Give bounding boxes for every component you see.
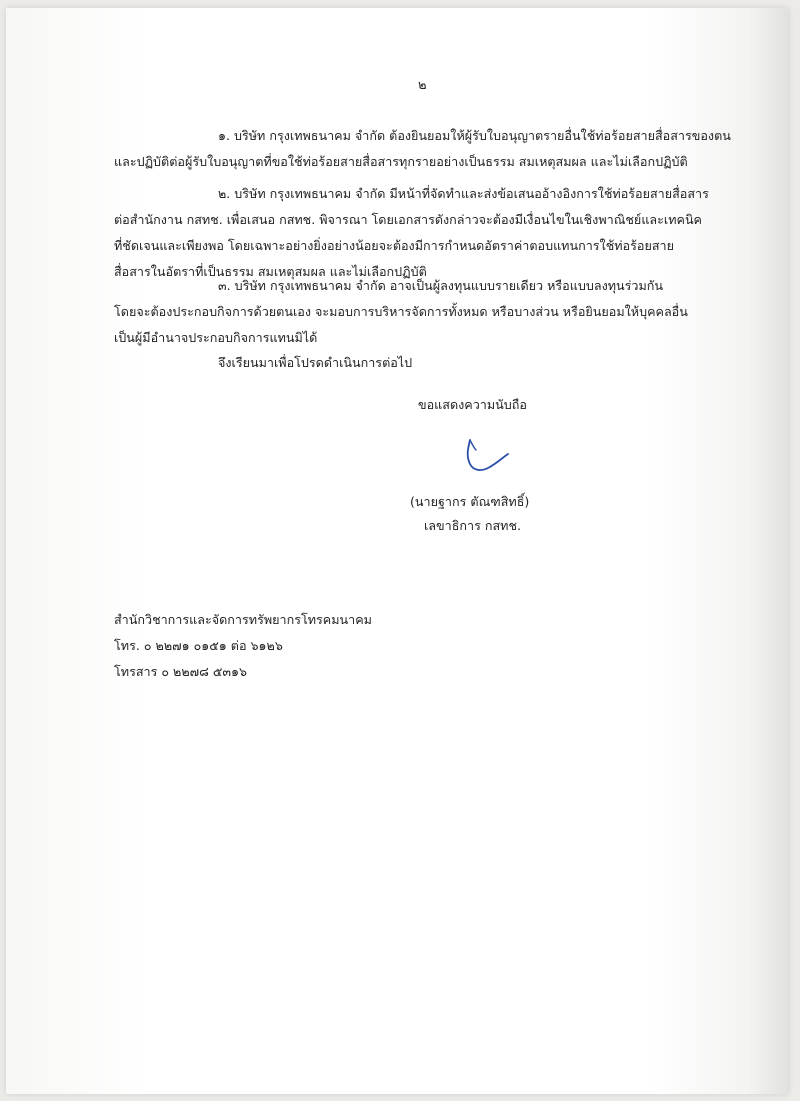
paragraph-2 bbox=[114, 181, 734, 285]
paragraph-line: ๑. บริษัท กรุงเทพธนาคม จำกัด ต้องยินยอมให้ผู้รับใบอนุญาตรายอื่นใช้ท่อร้อยสายสื่อสารของตน bbox=[218, 128, 731, 143]
closing-text: จึงเรียนมาเพื่อโปรดดำเนินการต่อไป bbox=[218, 355, 413, 370]
paragraph-line: ๓. บริษัท กรุงเทพธนาคม จำกัด อาจเป็นผู้ลงทุนแบบรายเดียว หรือแบบลงทุนร่วมกัน bbox=[218, 278, 663, 293]
signature-image bbox=[454, 434, 514, 478]
paragraph-line: เป็นผู้มีอำนาจประกอบกิจการแทนมิได้ bbox=[114, 330, 318, 345]
office-phone: โทร. ๐ ๒๒๗๑ ๐๑๕๑ ต่อ ๖๑๒๖ bbox=[114, 638, 283, 653]
office-fax: โทรสาร ๐ ๒๒๗๘ ๕๓๑๖ bbox=[114, 664, 247, 679]
paragraph-3 bbox=[114, 273, 734, 351]
signatory-title: เลขาธิการ กสทช. bbox=[424, 518, 522, 533]
signatory-name: (นายฐากร ตัณฑสิทธิ์) bbox=[410, 494, 530, 509]
page-shadow bbox=[748, 8, 788, 1094]
paragraph-line: สื่อสารในอัตราที่เป็นธรรม สมเหตุสมผล และไม่เลือกปฏิบัติ bbox=[114, 264, 427, 279]
page-number: ๒ bbox=[418, 78, 427, 93]
paragraph-line: ต่อสำนักงาน กสทช. เพื่อเสนอ กสทช. พิจารณา โดยเอกสารดังกล่าวจะต้องมีเงื่อนไขในเชิงพาณิชย์และเทคนิค bbox=[114, 212, 702, 227]
paragraph-1 bbox=[114, 123, 734, 175]
office-name: สำนักวิชาการและจัดการทรัพยากรโทรคมนาคม bbox=[114, 612, 372, 627]
regards-text: ขอแสดงความนับถือ bbox=[418, 397, 527, 412]
paragraph-line: และปฏิบัติต่อผู้รับใบอนุญาตที่ขอใช้ท่อร้อยสายสื่อสารทุกรายอย่างเป็นธรรม สมเหตุสมผล และไม่เลือกปฏิบัติ bbox=[114, 154, 688, 169]
paragraph-line: โดยจะต้องประกอบกิจการด้วยตนเอง จะมอบการบริหารจัดการทั้งหมด หรือบางส่วน หรือยินยอมให้บุคคลอื่น bbox=[114, 304, 688, 319]
paragraph-line: ๒. บริษัท กรุงเทพธนาคม จำกัด มีหน้าที่จัดทำและส่งข้อเสนออ้างอิงการใช้ท่อร้อยสายสื่อสาร bbox=[218, 186, 709, 201]
document-page bbox=[6, 8, 788, 1094]
paragraph-line: ที่ชัดเจนและเพียงพอ โดยเฉพาะอย่างยิ่งอย่างน้อยจะต้องมีการกำหนดอัตราค่าตอบแทนการใช้ท่อร้อยสาย bbox=[114, 238, 674, 253]
